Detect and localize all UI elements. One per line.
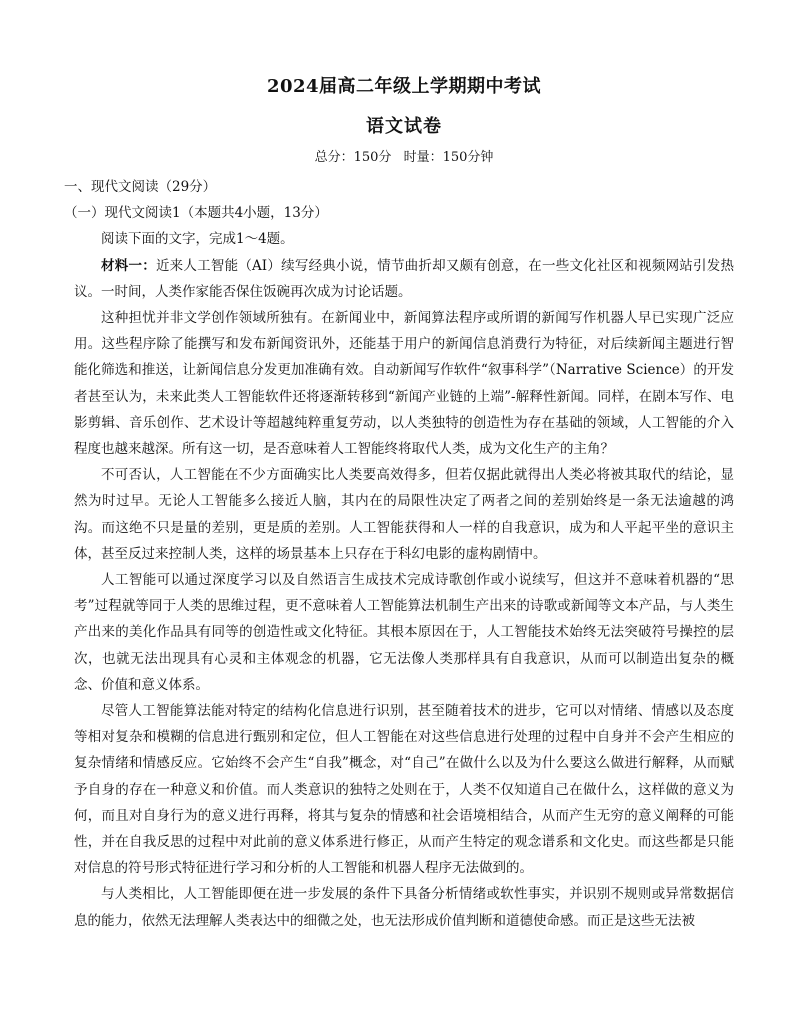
exam-meta: [74, 148, 734, 168]
exam-subtitle: 语文试卷: [366, 116, 442, 137]
exam-title: 2024届高二年级上学期期中考试: [266, 76, 542, 97]
paragraph-text: 近来人工智能（AI）续写经典小说，情节曲折却又颇有创意，在一些文化社区和视频网站引发热议。一时间，人类作家能否保住饭碗再次成为讨论话题。: [74, 257, 734, 300]
material-paragraph-6: 与人类相比，人工智能即便在进一步发展的条件下具备分析情绪或软性事实，并识别不规则或异常数据信息的能力，依然无法理解人类表达中的细微之处，也无法形成价值判断和道德使命感。而正是这些无法被: [74, 886, 734, 929]
material-paragraph-2: 这种担忧并非文学创作领域所独有。在新闻业中，新闻算法程序或所谓的新闻写作机器人早已实现广泛应用。这些程序除了能撰写和发布新闻资讯外，还能基于用户的新闻信息消费行为特征，对后续新闻主题进行智能化筛选和推送，让新闻信息分发更加准确有效。自动新闻写作软件“叙事科学”（Narrative Science）的开发者甚至认为，未来此类人工智能软件还将逐渐转移到“新闻产业链的上端”-解释性新闻。同样，在剧本写作、电影剪辑、音乐创作、艺术设计等超越纯粹重复劳动，以人类独特的创造性为存在基础的领域，人工智能的介入程度也越来越深。所有这一切，是否意味着人工智能终将取代人类，成为文化生产的主角？: [74, 310, 734, 458]
material-paragraph-5: 尽管人工智能算法能对特定的结构化信息进行识别，甚至随着技术的进步，它可以对情绪、情感以及态度等相对复杂和模糊的信息进行甄别和定位，但人工智能在对这些信息进行处理的过程中自身并不会产生相应的复杂情绪和情感反应。它始终不会产生“自我”概念，对“自己”在做什么以及为什么要这么做进行解释，从而赋予自身的存在一种意义和价值。而人类意识的独特之处则在于，人类不仅知道自己在做什么，这样做的意义为何，而且对自身行为的意义进行再释，将其与复杂的情感和社会语境相结合，从而产生无穷的意义阐释的可能性，并在自我反思的过程中对此前的意义体系进行修正，从而产生特定的观念谱系和文化史。而这些都是只能对信息的符号形式特征进行学习和分析的人工智能和机器人程序无法做到的。: [74, 703, 734, 877]
section-heading: 一、现代文阅读（29分）: [64, 179, 217, 195]
reading-instruction: 阅读下面的文字，完成1～4题。: [101, 231, 294, 248]
material-label: 材料一：: [101, 257, 156, 274]
exam-page: [64, 74, 734, 934]
material-paragraph-3: 不可否认，人工智能在不少方面确实比人类要高效得多，但若仅据此就得出人类必将被其取代的结论，显然为时过早。无论人工智能多么接近人脑，其内在的局限性决定了两者之间的差别始终是一条无法逾越的鸿沟。而这绝不只是量的差别，更是质的差别。人工智能获得和人一样的自我意识，成为和人平起平坐的意识主体，甚至反过来控制人类，这样的场景基本上只存在于科幻电影的虚构剧情中。: [74, 467, 734, 562]
sub-section-heading: （一）现代文阅读1（本题共4小题，13分）: [64, 205, 328, 222]
material-paragraph-4: 人工智能可以通过深度学习以及自然语言生成技术完成诗歌创作或小说续写，但这并不意味着机器的“思考”过程就等同于人类的思维过程，更不意味着人工智能算法机制生产出来的诗歌或新闻等文本产品，与人类生产出来的美化作品具有同等的创造性或文化特征。其根本原因在于，人工智能技术始终无法突破符号操控的层次，也就无法出现具有心灵和主体观念的机器，它无法像人类那样具有自我意识，从而可以制造出复杂的概念、价值和意义体系。: [74, 572, 734, 693]
time-limit: 时量：150分钟: [403, 150, 494, 165]
total-score: 总分：150分: [314, 150, 392, 165]
material-paragraph-1: [74, 253, 734, 305]
